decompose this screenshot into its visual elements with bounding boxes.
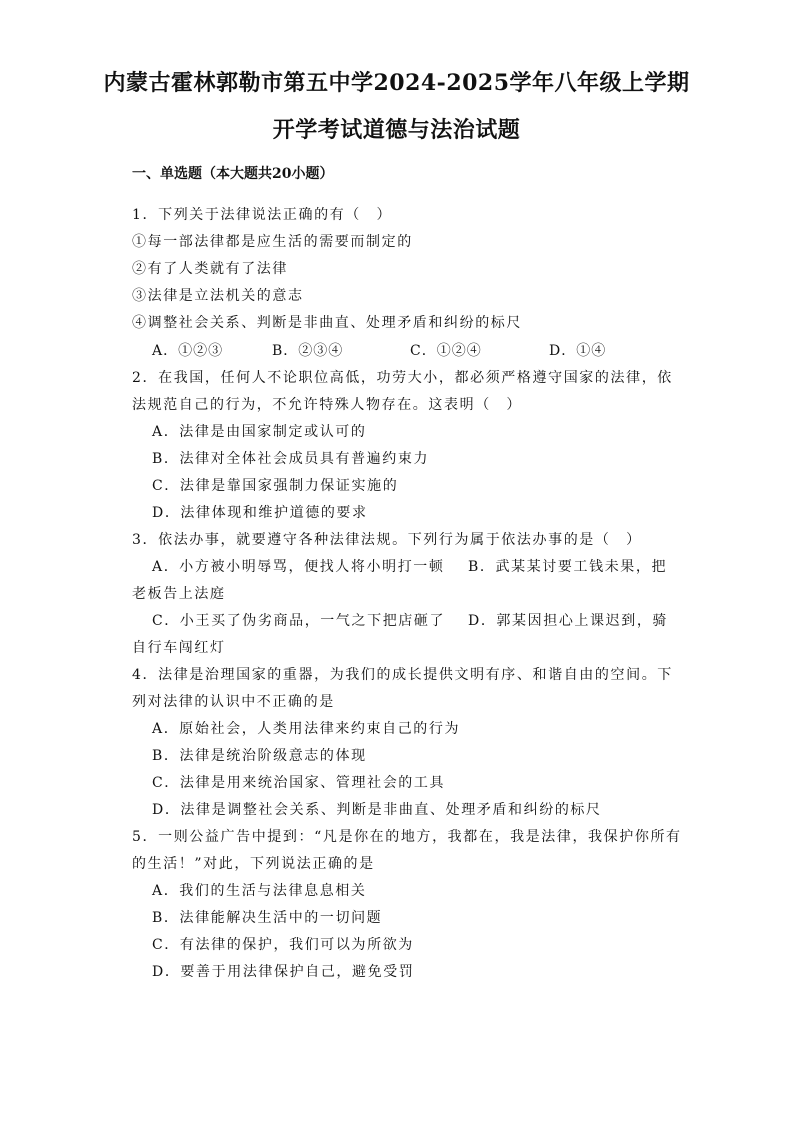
question-4-option-b: B．法律是统治阶级意志的体现 xyxy=(152,748,367,764)
question-4-option-d: D．法律是调整社会关系、判断是非曲直、处理矛盾和纠纷的标尺 xyxy=(152,802,602,818)
question-5-stem-line2: 的生活！”对此，下列说法正确的是 xyxy=(132,856,375,872)
question-1-item-2: ②有了人类就有了法律 xyxy=(132,261,288,277)
question-1-item-3: ③法律是立法机关的意志 xyxy=(132,288,304,304)
exam-title-line1: 内蒙古霍林郭勒市第五中学2024-2025学年八年级上学期 xyxy=(103,70,690,96)
question-4-stem-line2: 列对法律的认识中不正确的是 xyxy=(132,694,335,710)
question-3-option-d-cont: 自行车闯红灯 xyxy=(132,640,226,656)
question-1-item-1: ①每一部法律都是应生活的需要而制定的 xyxy=(132,234,413,250)
question-2-stem-line2: 法规范自己的行为，不允许特殊人物存在。这表明（ ） xyxy=(132,397,522,413)
question-3-option-b-cont: 老板告上法庭 xyxy=(132,586,226,602)
question-4-stem-line1: 4．法律是治理国家的重器，为我们的成长提供文明有序、和谐自由的空间。下 xyxy=(132,667,673,683)
question-4-option-c: C．法律是用来统治国家、管理社会的工具 xyxy=(152,775,446,791)
section-heading: 一、单选题（本大题共20小题） xyxy=(132,166,334,182)
question-2-option-d: D．法律体现和维护道德的要求 xyxy=(152,505,368,521)
question-3-option-a: A．小方被小明辱骂，便找人将小明打一顿 xyxy=(152,559,445,575)
question-1-stem: 1．下列关于法律说法正确的有（ ） xyxy=(132,207,393,223)
question-3-option-c: C．小王买了伪劣商品，一气之下把店砸了 xyxy=(152,613,446,629)
question-2-stem-line1: 2．在我国，任何人不论职位高低，功劳大小，都必须严格遵守国家的法律，依 xyxy=(132,370,673,386)
question-2-option-b: B．法律对全体社会成员具有普遍约束力 xyxy=(152,451,430,467)
question-2-option-a: A．法律是由国家制定或认可的 xyxy=(152,424,367,440)
question-1-option-c: C．①②④ xyxy=(410,343,482,359)
question-3-stem: 3．依法办事，就要遵守各种法律法规。下列行为属于依法办事的是（ ） xyxy=(132,532,642,548)
question-1-option-d: D．①④ xyxy=(549,343,607,359)
question-1-option-a: A．①②③ xyxy=(152,343,224,359)
question-1-option-b: B．②③④ xyxy=(272,343,344,359)
question-1-item-4: ④调整社会关系、判断是非曲直、处理矛盾和纠纷的标尺 xyxy=(132,315,522,331)
exam-title-line2: 开学考试道德与法治试题 xyxy=(272,117,521,143)
question-5-option-a: A．我们的生活与法律息息相关 xyxy=(152,883,367,899)
question-5-stem-line1: 5．一则公益广告中提到：“凡是你在的地方，我都在，我是法律，我保护你所有 xyxy=(132,829,682,845)
question-5-option-c: C．有法律的保护，我们可以为所欲为 xyxy=(152,937,414,953)
question-5-option-d: D．要善于用法律保护自己，避免受罚 xyxy=(152,964,415,980)
question-3-option-d: D．郭某因担心上课迟到，骑 xyxy=(468,613,669,629)
question-2-option-c: C．法律是靠国家强制力保证实施的 xyxy=(152,478,399,494)
question-4-option-a: A．原始社会，人类用法律来约束自己的行为 xyxy=(152,721,461,737)
question-3-option-b: B．武某某讨要工钱未果，把 xyxy=(468,559,668,575)
question-5-option-b: B．法律能解决生活中的一切问题 xyxy=(152,910,383,926)
